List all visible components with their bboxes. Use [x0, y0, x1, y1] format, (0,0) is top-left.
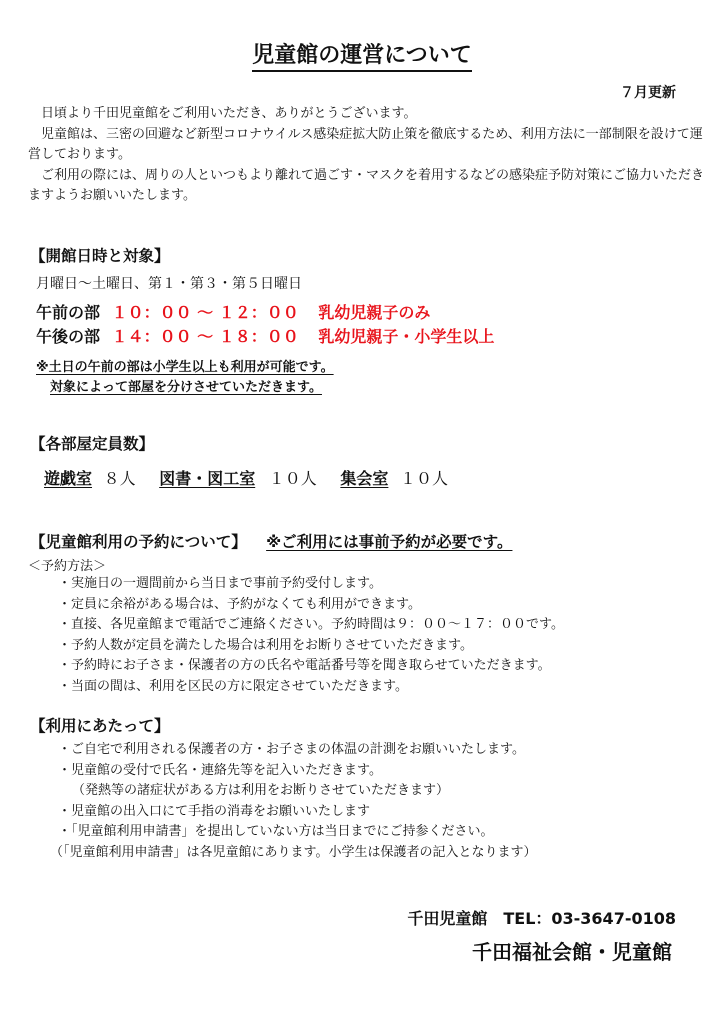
intro — [28, 104, 704, 207]
room-count: １０人 — [268, 469, 317, 488]
morning-label: 午前の部 — [36, 303, 101, 322]
list-item: ・定員に余裕がある場合は、予約がなくても利用ができます。 — [58, 596, 421, 612]
room-capacity-list — [44, 466, 448, 489]
intro-paragraph: 児童館は、三密の回避など新型コロナウイルス感染症拡大防止策を徹底するため、利用方法に一部制限を設けて運営しております。 — [28, 126, 703, 162]
method-label: ＜予約方法＞ — [28, 559, 107, 574]
weekend-note: ※土日の午前の部は小学生以上も利用が可能です。 — [36, 360, 334, 375]
reservation-title: 【児童館利用の予約について】 — [30, 533, 247, 551]
room-count: ８人 — [103, 469, 136, 488]
hours-heading: 【開館日時と対象】 — [30, 247, 170, 265]
list-item: ・予約人数が定員を満たした場合は利用をお断りさせていただきます。 — [58, 637, 473, 653]
update-label: ７月更新 — [620, 85, 676, 101]
room-name: 図書・図工室 — [159, 469, 256, 488]
intro-paragraph: 日頃より千田児童館をご利用いただき、ありがとうございます。 — [41, 106, 417, 121]
intro-paragraph: ご利用の際には、周りの人といつもより離れて過ごす・マスクを着用するなどの感染症予防対策にご協力いただきますようお願いいたします。 — [28, 167, 705, 203]
list-item: （「児童館利用申請書」は各児童館にあります。小学生は保護者の記入となります） — [50, 844, 537, 860]
morning-time: １０：００ ～ １２：００ — [111, 303, 299, 322]
reservation-notice: ※ご利用には事前予約が必要です。 — [266, 533, 513, 551]
contact-phone: 千田児童館 TEL：03-3647-0108 — [407, 909, 676, 928]
list-item: ・当面の間は、利用を区民の方に限定させていただきます。 — [58, 678, 408, 694]
room-count: １０人 — [399, 469, 448, 488]
afternoon-time: １４：００ ～ １８：００ — [111, 327, 299, 346]
list-item: （発熱等の諸症状がある方は利用をお断りさせていただきます） — [72, 783, 450, 799]
reservation-list — [58, 574, 564, 698]
list-item: ・予約時にお子さま・保護者の方の氏名や電話番号等を聞き取らせていただきます。 — [58, 658, 551, 674]
page-title: 児童館の運営について — [0, 38, 724, 69]
capacity-heading: 【各部屋定員数】 — [30, 435, 155, 453]
afternoon-label: 午後の部 — [36, 327, 101, 346]
room-note: 対象によって部屋を分けさせていただきます。 — [50, 380, 322, 395]
list-item: ・直接、各児童館まで電話でご連絡ください。予約時間は９：００～１７：００です。 — [58, 617, 564, 633]
list-item: ・児童館の受付で氏名・連絡先等を記入いただきます。 — [58, 762, 382, 778]
morning-target: 乳幼児親子のみ — [318, 303, 431, 322]
reservation-heading — [30, 530, 512, 552]
usage-list — [50, 740, 537, 864]
list-item: ・ご自宅で利用される保護者の方・お子さまの体温の計測をお願いいたします。 — [58, 742, 525, 757]
list-item: ・児童館の出入口にて手指の消毒をお願いいたします — [58, 803, 371, 819]
afternoon-target: 乳幼児親子・小学生以上 — [318, 327, 495, 346]
morning-session — [36, 300, 430, 323]
list-item: ・実施日の一週間前から当日まで事前予約受付します。 — [58, 576, 382, 591]
organization-name: 千田福祉会館・児童館 — [472, 940, 672, 964]
room-name: 集会室 — [340, 469, 389, 488]
list-item: ・「児童館利用申請書」を提出していない方は当日までにご持参ください。 — [58, 824, 494, 840]
room-name: 遊戯室 — [44, 469, 93, 488]
afternoon-session — [36, 324, 494, 347]
opening-days: 月曜日～土曜日、第１・第３・第５日曜日 — [36, 276, 302, 292]
usage-heading: 【利用にあたって】 — [30, 717, 170, 735]
